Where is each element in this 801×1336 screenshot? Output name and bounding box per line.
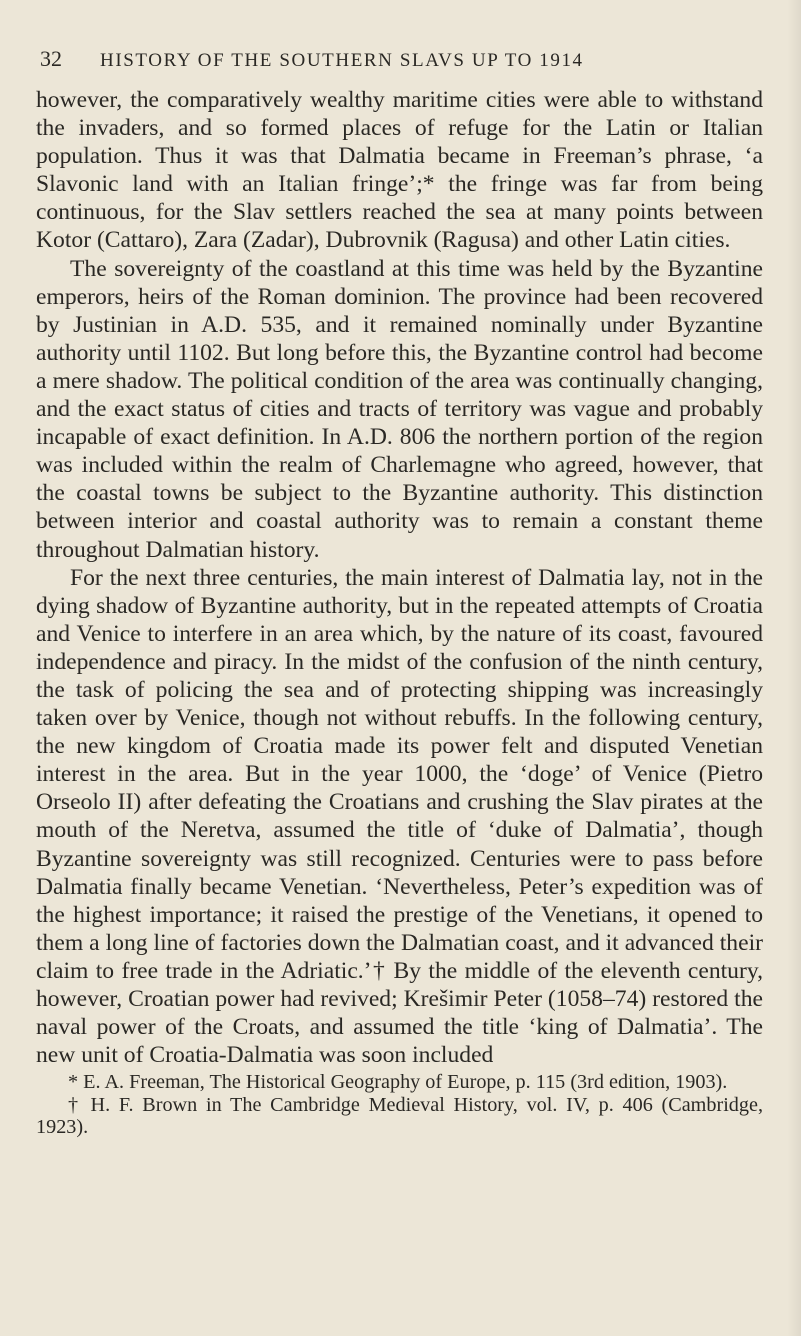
running-head-title: HISTORY OF THE SOUTHERN SLAVS UP TO 1914 xyxy=(100,50,584,71)
footnotes xyxy=(36,1071,763,1139)
paragraph-1: however, the comparatively wealthy maritime cities were able to withstand the invaders, and so formed places of refuge for the Latin or Italian population. Thus it was that Dalmatia became in Freeman’s phrase, ‘a Slavonic land with an Italian fringe’;* the fringe was far from being continuous, for the Slav settlers reached the sea at many points between Kotor (Cattaro), Zara (Zadar), Dubrovnik (Ragusa) and other Latin cities. xyxy=(36,87,763,254)
running-head xyxy=(36,46,763,80)
page-number: 32 xyxy=(40,46,62,71)
paragraph-2: The sovereignty of the coastland at this time was held by the Byzantine emperors, heirs of the Roman dominion. The province had been recovered by Justinian in A.D. 535, and it remained nominally under Byzantine authority until 1102. But long before this, the Byzantine control had become a mere shadow. The political condition of the area was continually changing, and the exact status of cities and tracts of territory was vague and probably incapable of exact definition. In A.D. 806 the northern portion of the region was included within the realm of Charlemagne who agreed, however, that the coastal towns be subject to the Byzantine authority. This distinction between interior and coastal authority was to remain a constant theme throughout Dalmatian history. xyxy=(36,255,763,563)
page-edge-shadow xyxy=(787,0,801,1336)
footnote-2: † H. F. Brown in The Cambridge Medieval History, vol. IV, p. 406 (Cambridge, 1923). xyxy=(36,1093,763,1139)
body-text xyxy=(36,86,763,1069)
paragraph-3: For the next three centuries, the main interest of Dalmatia lay, not in the dying shadow of Byzantine authority, but in the repeated attempts of Croatia and Venice to interfere in an area which, by the nature of its coast, favoured independence and piracy. In the midst of the confusion of the ninth century, the task of policing the sea and of protecting shipping was increasingly taken over by Venice, though not without rebuffs. In the following century, the new kingdom of Croatia made its power felt and disputed Venetian interest in the area. But in the year 1000, the ‘doge’ of Venice (Pietro Orseolo II) after defeating the Croatians and crushing the Slav pirates at the mouth of the Neretva, assumed the title of ‘duke of Dalmatia’, though Byzantine sovereignty was still recognized. Centuries were to pass before Dalmatia finally became Venetian. ‘Nevertheless, Peter’s expedition was of the highest importance; it raised the prestige of the Venetians, it opened to them a long line of factories down the Dalmatian coast, and it advanced their claim to free trade in the Adriatic.’† By the middle of the eleventh century, however, Croatian power had revived; Krešimir Peter (1058–74) restored the naval power of the Croats, and assumed the title ‘king of Dalmatia’. The new unit of Croatia-Dalmatia was soon included xyxy=(36,564,763,1069)
footnote-1: * E. A. Freeman, The Historical Geography of Europe, p. 115 (3rd edition, 1903). xyxy=(68,1071,728,1094)
